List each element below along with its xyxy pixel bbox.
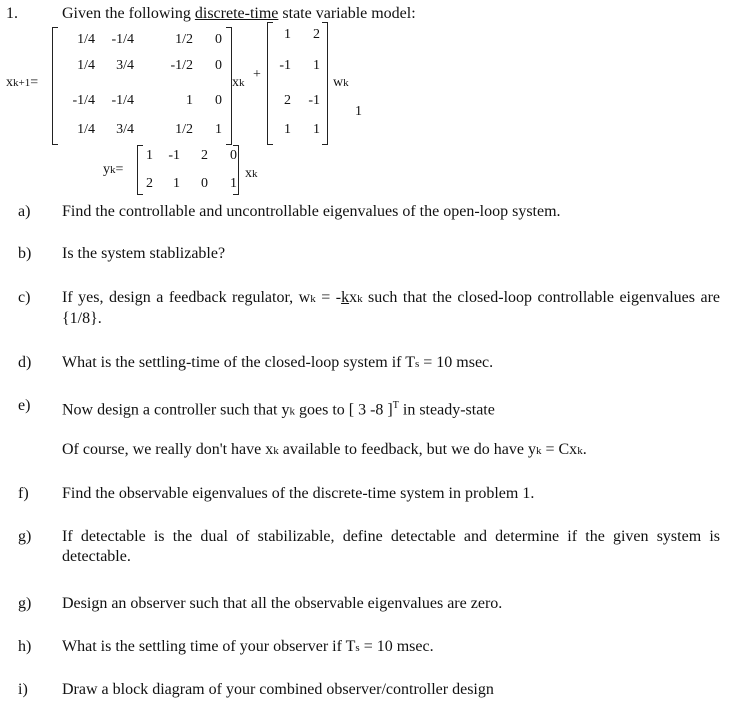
matrix-c-cell: 0 [201, 176, 208, 191]
matrix-a-cell: 3/4 [116, 122, 134, 137]
matrix-c-cell: 1 [173, 176, 180, 191]
matrix-b-right-bracket [322, 22, 328, 145]
matrix-a-cell: 0 [215, 32, 222, 47]
matrix-a-cell: 1/4 [77, 122, 95, 137]
question-label-a: a) [18, 203, 31, 220]
matrix-c-cell: 2 [201, 148, 208, 163]
question-label-d: d) [18, 354, 32, 371]
matrix-a-cell: 1 [186, 93, 193, 108]
question-e: Now design a controller such that yk goes to [ 3 -8 ]$^T$ in steady-state [62, 400, 495, 419]
question-label-i: i) [18, 681, 28, 698]
plus-sign: + [253, 67, 261, 82]
question-label-h: h) [18, 638, 32, 655]
question-g2: Design an observer such that all the observable eigenvalues are zero. [62, 595, 503, 612]
matrix-a-cell: 0 [215, 93, 222, 108]
matrix-b-cell: 1 [284, 122, 291, 137]
matrix-a-cell: 1/4 [77, 32, 95, 47]
matrix-a-cell: -1/4 [111, 93, 134, 108]
question-d: What is the settling-time of the closed-loop system if Ts = 10 msec. [62, 354, 494, 371]
question-label-b: b) [18, 245, 32, 262]
matrix-b-cell: 1 [313, 58, 320, 73]
question-c: If yes, design a feedback regulator, wk = -kxk such that the closed-loop controllable eigenvalues are {1/8}. [62, 289, 720, 327]
matrix-c-cell: -1 [168, 148, 180, 163]
lhs-sub: k+1 [13, 77, 31, 89]
intro-underlined: discrete-time [194, 5, 279, 22]
matrix-c-cell: 2 [146, 176, 153, 191]
question-h: What is the settling time of your observer if Ts = 10 msec. [62, 638, 434, 655]
matrix-b-cell: 2 [284, 93, 291, 108]
question-f: Find the observable eigenvalues of the discrete-time system in problem 1. [62, 485, 535, 502]
question-i: Draw a block diagram of your combined observer/controller design [62, 681, 494, 698]
matrix-b-cell: 1 [313, 122, 320, 137]
xk-term: xk [232, 75, 245, 90]
matrix-b-cell: 2 [313, 27, 320, 42]
matrix-a-cell: 1/2 [175, 122, 193, 137]
question-label-g1: g) [18, 528, 32, 545]
question-label-c: c) [18, 289, 31, 306]
wk-term: wk [333, 75, 349, 90]
matrix-b-cell: -1 [279, 58, 291, 73]
question-label-f: f) [18, 485, 29, 502]
lhs-x: xk+1= [6, 75, 39, 90]
question-label-g2: g) [18, 595, 32, 612]
intro-after: state variable model: [278, 5, 416, 22]
matrix-c-cell: 1 [146, 148, 153, 163]
c-xk-term: xk [245, 166, 258, 181]
matrix-a-cell: 0 [215, 58, 222, 73]
problem-number: 1. [6, 5, 18, 22]
matrix-a-cell: 3/4 [116, 58, 134, 73]
question-label-e: e) [18, 397, 31, 414]
matrix-a-cell: 1/4 [77, 58, 95, 73]
matrix-a-cell: -1/4 [72, 93, 95, 108]
matrix-a-cell: -1/2 [170, 58, 193, 73]
intro-before: Given the following [62, 5, 195, 22]
question-e-note: Of course, we really don't have xk available to feedback, but we do have yk = Cxk. [62, 441, 587, 458]
lhs-equals: = [30, 75, 39, 90]
matrix-c-cell: 0 [230, 148, 237, 163]
matrix-a-cell: -1/4 [111, 32, 134, 47]
stray-one: 1 [355, 104, 362, 119]
matrix-a-cell: 1 [215, 122, 222, 137]
problem-intro [62, 4, 416, 24]
question-a: Find the controllable and uncontrollable eigenvalues of the open-loop system. [62, 203, 561, 220]
question-b: Is the system stablizable? [62, 245, 226, 262]
matrix-a-cell: 1/2 [175, 32, 193, 47]
y-lhs: yk= [103, 162, 124, 177]
question-g1: If detectable is the dual of stabilizable, define detectable and determine if the given system is detectable. [62, 528, 720, 565]
matrix-b-cell: -1 [308, 93, 320, 108]
matrix-c-cell: 1 [230, 176, 237, 191]
matrix-b-cell: 1 [284, 27, 291, 42]
